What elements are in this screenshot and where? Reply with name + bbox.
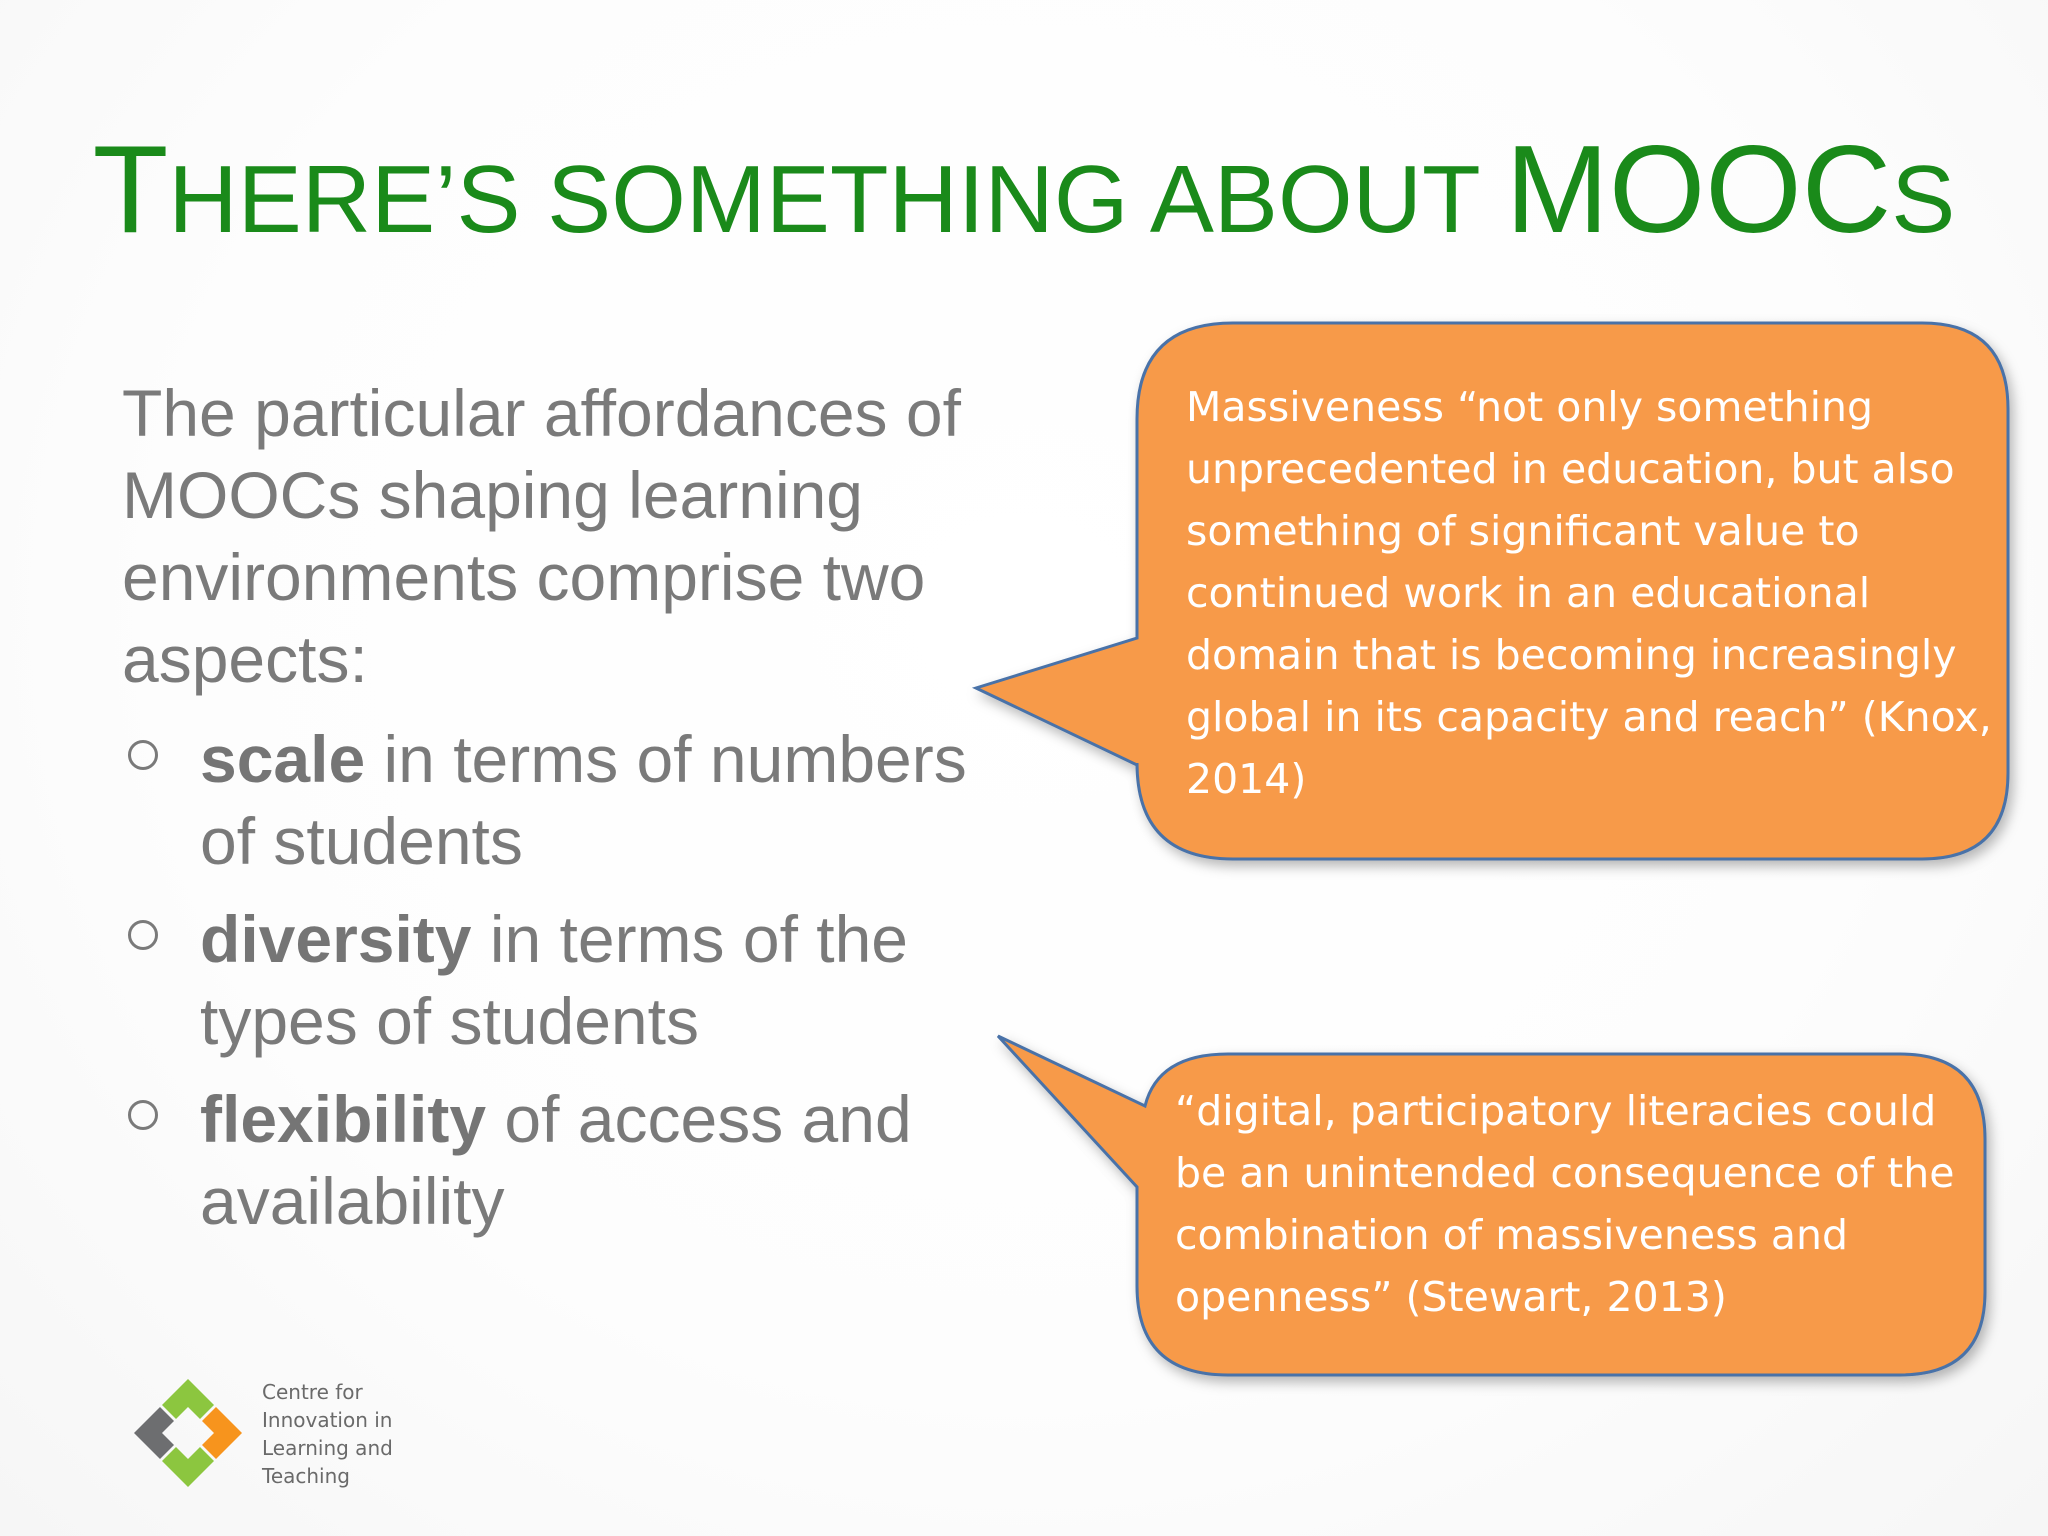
callout-quote-stewart: “digital, participatory literacies could be an unintended consequence of the combination of massiveness and openness” (Stewart, 2013) [1175, 1087, 1955, 1321]
title-smallcaps: HERE’S SOMETHING ABOUT [168, 146, 1506, 253]
logo-line: Learning and [262, 1436, 393, 1460]
logo-line: Centre for [262, 1380, 363, 1404]
title-moocs: MOOC [1505, 121, 1892, 259]
bullet-keyword: scale [200, 722, 366, 796]
logo-line: Innovation in [262, 1408, 393, 1432]
intro-paragraph: The particular affordances of MOOCs shaping learning environments comprise two aspects: [122, 376, 961, 696]
bullet-text: in terms of numbers of students [200, 722, 967, 878]
cilt-logo-wordmark [262, 1378, 442, 1490]
title-initial: T [92, 121, 169, 259]
bullet-keyword: flexibility [200, 1082, 487, 1156]
bullet-text: in terms of the types of students [200, 902, 908, 1058]
title-moocs-suffix: S [1891, 146, 1956, 253]
callout-quote-knox: Massiveness “not only something unprecedented in education, but also something of significant value to continued work in an educational domain that is becoming increasingly global in its capacity and reach” (Knox, 2014) [1186, 383, 1992, 803]
bullet-text: of access and availability [200, 1082, 912, 1238]
bullet-keyword: diversity [200, 902, 472, 976]
cilt-logo-icon [130, 1375, 246, 1491]
logo-line: Teaching [262, 1464, 350, 1488]
